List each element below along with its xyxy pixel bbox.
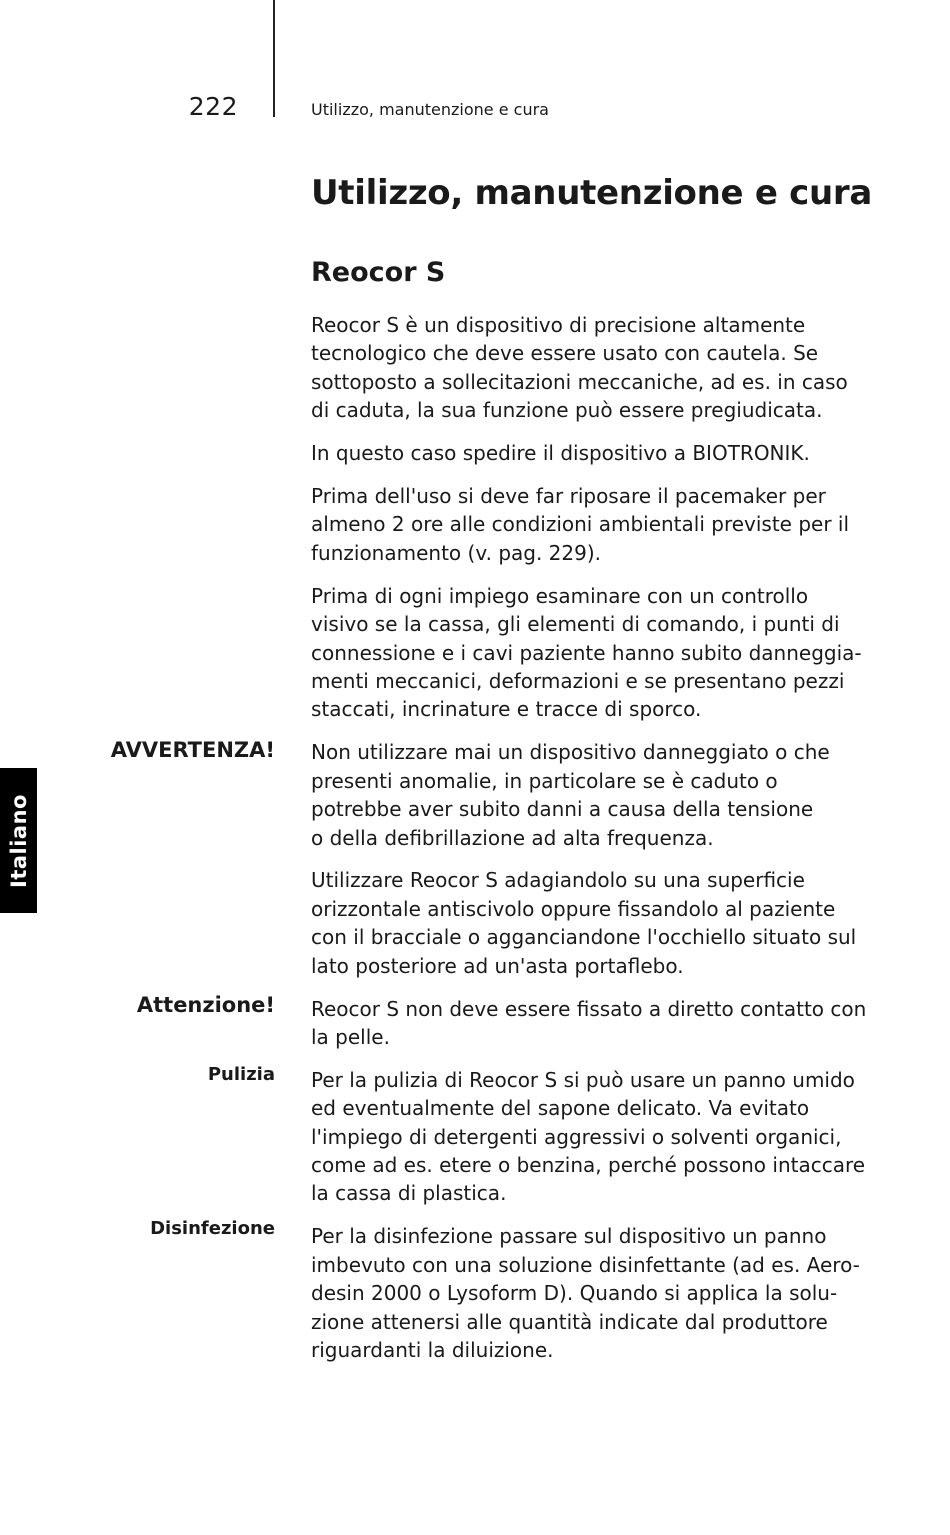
text-line: Per la disinfezione passare sul dispositivo un panno <box>311 1224 827 1249</box>
text-line: almeno 2 ore alle condizioni ambientali previste per il <box>311 512 850 537</box>
text-line: connessione e i cavi paziente hanno subito danneggia- <box>311 640 862 665</box>
text-line: tecnologico che deve essere usato con cautela. Se <box>311 341 819 366</box>
text-line: zione attenersi alle quantità indicate dal produttore <box>311 1309 828 1334</box>
text-line: riguardanti la diluizione. <box>311 1338 554 1362</box>
text-line: desin 2000 o Lysoform D). Quando si applica la solu- <box>311 1281 838 1306</box>
text-line: Prima dell'uso si deve far riposare il pacemaker per <box>311 484 826 509</box>
disinfection-label: Disinfezione <box>150 1218 275 1239</box>
text-line: la pelle. <box>311 1024 390 1049</box>
paragraph-disinfection <box>311 1222 871 1364</box>
paragraph-send-to-biotronik <box>311 439 871 467</box>
text-line: In questo caso spedire il dispositivo a BIOTRONIK. <box>311 441 810 466</box>
page-number: 222 <box>188 92 238 121</box>
text-line: Per la pulizia di Reocor S si può usare un panno umido <box>311 1067 855 1092</box>
text-line: orizzontale antiscivolo oppure fissandolo al paziente <box>311 896 836 921</box>
language-tab-label: Italiano <box>6 793 31 888</box>
subsection-title: Reocor S <box>311 257 446 288</box>
text-line: ed eventualmente del sapone delicato. Va evitato <box>311 1096 810 1121</box>
text-line: visivo se la cassa, gli elementi di comando, i punti di <box>311 612 840 637</box>
text-line: di caduta, la sua funzione può essere pregiudicata. <box>311 398 823 423</box>
text-line: Prima di ogni impiego esaminare con un controllo <box>311 583 809 608</box>
text-line: Reocor S non deve essere fissato a diretto contatto con <box>311 996 867 1021</box>
paragraph-warning-damaged-device <box>311 738 871 852</box>
text-line: Non utilizzare mai un dispositivo danneggiato o che <box>311 740 830 765</box>
text-line: con il bracciale o agganciandone l'occhiello situato sul <box>311 925 857 950</box>
text-line: potrebbe aver subito danni a causa della tensione <box>311 797 814 822</box>
text-line: sottoposto a sollecitazioni meccaniche, ad es. in caso <box>311 369 848 394</box>
language-tab <box>0 768 37 913</box>
text-line: Utilizzare Reocor S adagiandolo su una superficie <box>311 868 805 893</box>
text-line: menti meccanici, deformazioni e se presentano pezzi <box>311 668 845 693</box>
paragraph-caution-skin-contact <box>311 995 871 1052</box>
section-title: Utilizzo, manutenzione e cura <box>311 173 872 213</box>
text-line: come ad es. etere o benzina, perché possono intaccare <box>311 1153 866 1178</box>
body-text <box>311 311 871 1379</box>
paragraph-cleaning <box>311 1066 871 1208</box>
text-line: funzionamento (v. pag. 229). <box>311 540 602 565</box>
warning-label: AVVERTENZA! <box>110 738 275 762</box>
text-line: imbevuto con una soluzione disinfettante (ad es. Aero- <box>311 1252 860 1277</box>
caution-label: Attenzione! <box>136 993 275 1017</box>
paragraph-precision-device <box>311 311 871 425</box>
text-line: Reocor S è un dispositivo di precisione altamente <box>311 313 806 337</box>
text-line: la cassa di plastica. <box>311 1181 507 1206</box>
paragraph-placement <box>311 866 871 980</box>
text-line: o della defibrillazione ad alta frequenza. <box>311 825 714 850</box>
text-line: staccati, incrinature e tracce di sporco. <box>311 697 702 722</box>
text-line: presenti anomalie, in particolare se è caduto o <box>311 768 778 793</box>
text-line: lato posteriore ad un'asta portaflebo. <box>311 953 684 978</box>
header-divider <box>273 0 275 117</box>
text-line: l'impiego di detergenti aggressivi o solventi organici, <box>311 1124 842 1149</box>
cleaning-label: Pulizia <box>207 1064 275 1085</box>
running-header: Utilizzo, manutenzione e cura <box>311 100 549 119</box>
paragraph-visual-inspection <box>311 582 871 724</box>
paragraph-rest-before-use <box>311 482 871 567</box>
